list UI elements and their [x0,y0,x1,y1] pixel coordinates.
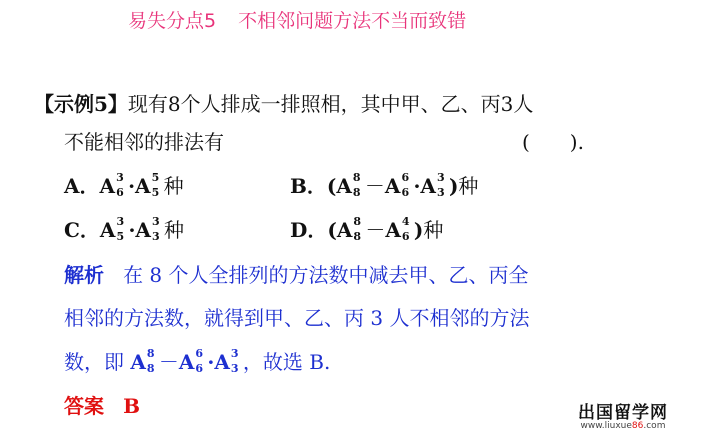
option-b-tail: 种 [458,174,479,198]
problem-line-2 [64,126,224,155]
solution-line-3: 数，即 A 8 8 －A 6 6 ·A 3 3 ，故选 B. [64,346,331,375]
answer-paren: ( ). [522,130,584,154]
solution-text-1: 在 8 个人全排列的方法数中减去甲、乙、丙全 [123,263,529,287]
example-tag: 【示例5】 [34,92,128,116]
option-c: C．A 3 5 ·A 3 3 种 [64,214,184,243]
problem-text-2: 不能相邻的排法有 [64,130,224,154]
option-a: A．A 3 6 ·A 5 5 种 [64,170,184,199]
option-b: B．(A 8 8 －A 6 6 ·A 3 3 )种 [290,170,479,199]
answer-line [64,390,140,419]
option-a-letter: A． [64,174,100,198]
solution-line-2 [64,302,529,331]
title-right: 不相邻问题方法不当而致错 [238,10,467,32]
watermark [578,398,668,431]
option-d: D．(A 8 8 －A 4 6 )种 [290,214,444,243]
watermark-url: www.liuxue86.com [580,421,666,431]
option-c-tail: 种 [163,218,184,242]
answer-label: 答案 [64,394,104,418]
option-c-letter: C． [64,218,100,242]
option-d-tail: 种 [423,218,444,242]
watermark-text: 出国留学网 [578,403,668,423]
option-a-tail: 种 [163,174,184,198]
title-left: 易失分点5 [128,10,217,32]
solution-label: 解析 [64,263,104,287]
option-b-letter: B． [290,174,327,198]
option-d-letter: D． [290,218,328,242]
solution-text-2: 相邻的方法数，就得到甲、乙、丙 3 人不相邻的方法 [64,306,530,330]
problem-text-1: 现有8个人排成一排照相，其中甲、乙、丙3人 [127,92,534,116]
solution-text-3a: 数，即 [64,350,124,374]
page-title [128,6,466,33]
solution-text-3b: ，故选 B. [242,350,331,374]
problem-line-1 [34,88,533,117]
solution-line-1 [64,259,529,288]
answer-value: B [123,394,140,418]
